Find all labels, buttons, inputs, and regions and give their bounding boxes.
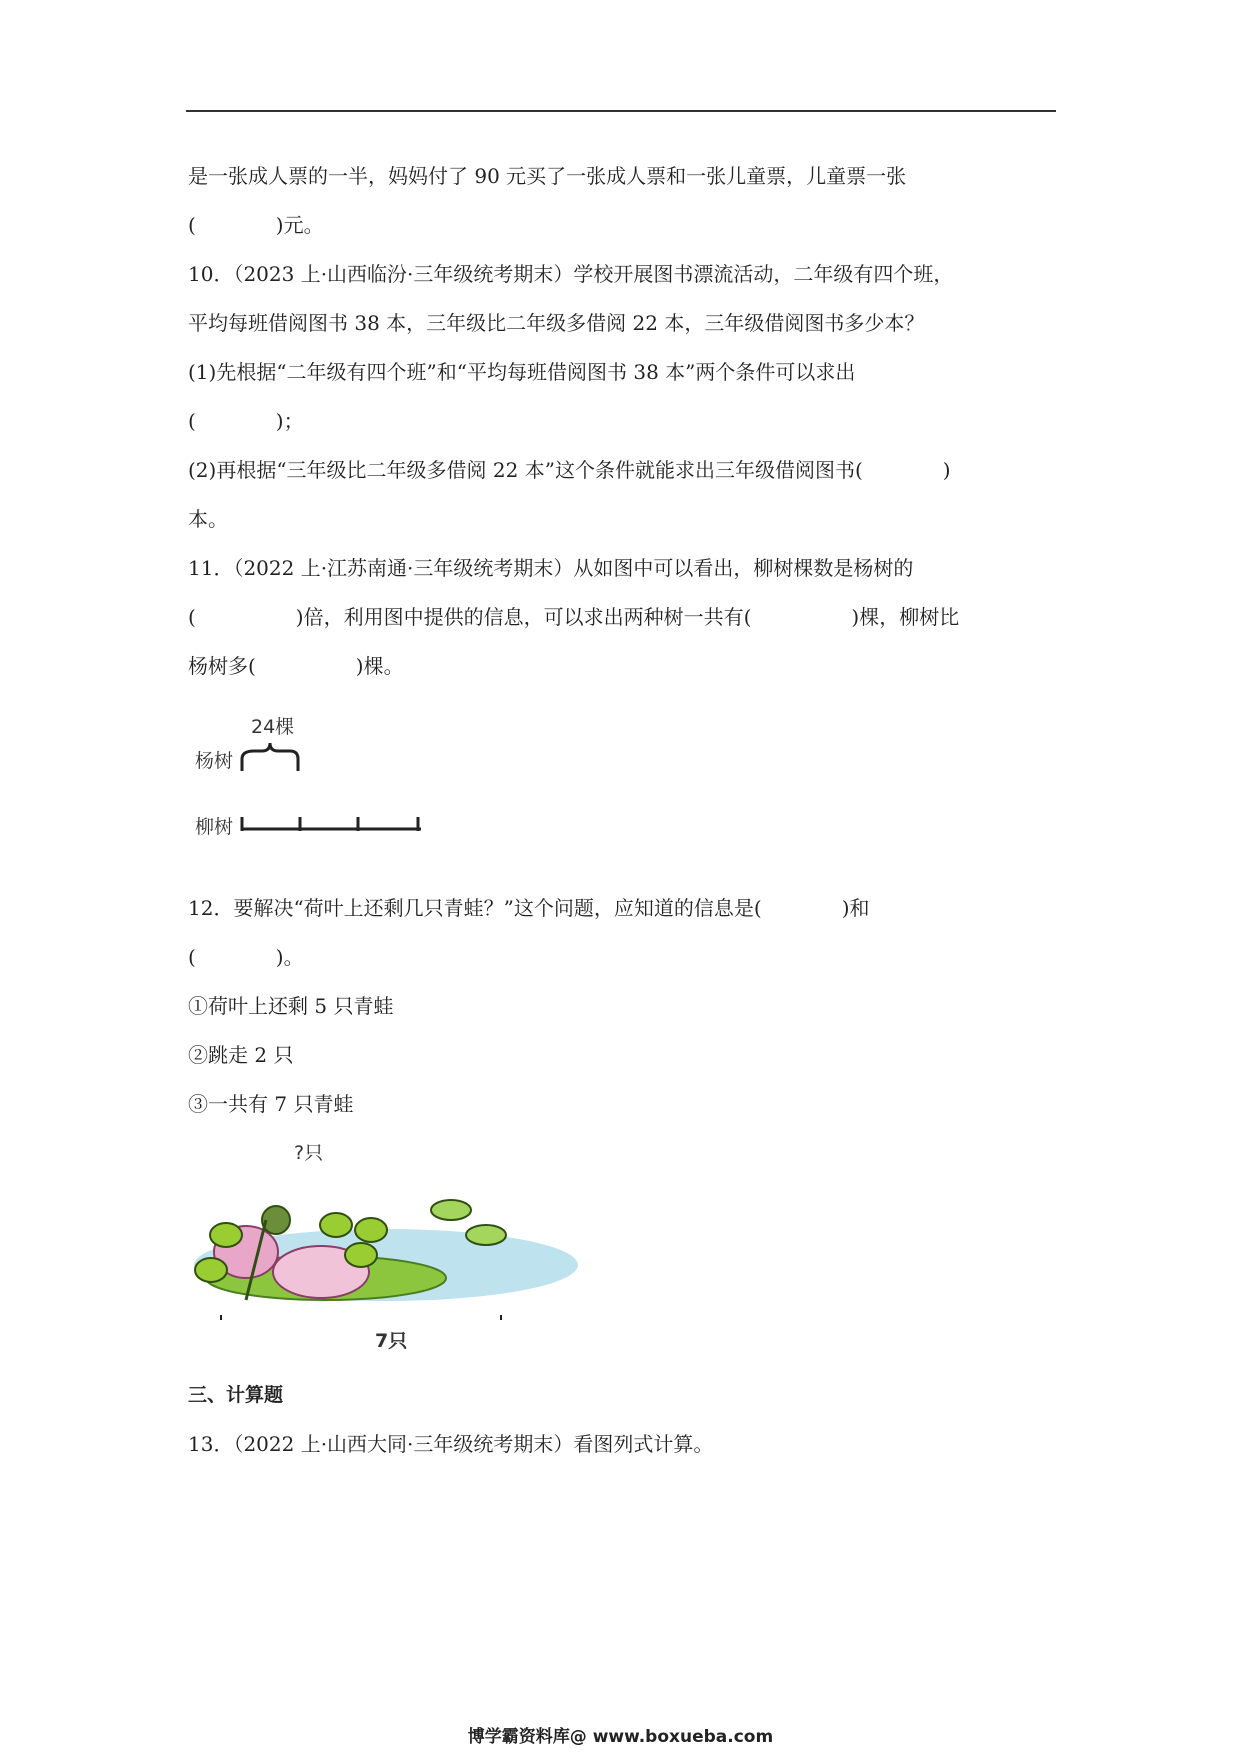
total-brace <box>221 1315 501 1320</box>
question-12: 12．要解决“荷叶上还剩几只青蛙？”这个问题，应知道的信息是( )和 <box>188 896 870 920</box>
question-11: 11．（2022 上·江苏南通·三年级统考期末）从如图中可以看出，柳树棵数是杨树的 <box>188 556 914 580</box>
segment-diagram <box>236 735 426 835</box>
frog <box>195 1258 227 1282</box>
frog <box>355 1218 387 1242</box>
text-line: 杨树多( )棵。 <box>188 654 404 678</box>
footer-watermark: 博学霸资料库@ www.boxueba.com <box>467 1727 774 1747</box>
text-line: 是一张成人票的一半，妈妈付了 90 元买了一张成人票和一张儿童票，儿童票一张 <box>188 164 907 188</box>
lotus-bud <box>262 1206 290 1234</box>
jumping-frog <box>431 1200 471 1220</box>
option-3: ③一共有 7 只青蛙 <box>188 1092 354 1116</box>
frog-illustration <box>186 1160 586 1320</box>
header-rule <box>186 110 1056 112</box>
frog <box>320 1213 352 1237</box>
text-line: ( )元。 <box>188 213 324 237</box>
frog-question-label: ?只 <box>294 1142 324 1164</box>
text-line: ( )； <box>188 409 304 433</box>
section-title: 三、计算题 <box>188 1384 284 1406</box>
diagram-label-yang: 杨树 <box>195 750 234 772</box>
jumping-frog <box>466 1225 506 1245</box>
text-line: 平均每班借阅图书 38 本，三年级比二年级多借阅 22 本，三年级借阅图书多少本？ <box>188 311 925 335</box>
diagram-label-24: 24棵 <box>251 716 295 738</box>
text-line: (1)先根据“二年级有四个班”和“平均每班借阅图书 38 本”两个条件可以求出 <box>188 360 856 384</box>
option-1: ①荷叶上还剩 5 只青蛙 <box>188 994 394 1018</box>
text-line: ( )倍，利用图中提供的信息，可以求出两种树一共有( )棵，柳树比 <box>188 605 960 629</box>
frog <box>345 1243 377 1267</box>
brace-24 <box>242 743 298 771</box>
question-10: 10．（2023 上·山西临汾·三年级统考期末）学校开展图书漂流活动，二年级有四个班， <box>188 262 954 286</box>
text-line: ( )。 <box>188 945 304 969</box>
frog-total-label: 7只 <box>375 1330 408 1352</box>
text-line: 本。 <box>188 507 228 531</box>
frog <box>210 1223 242 1247</box>
option-2: ②跳走 2 只 <box>188 1043 294 1067</box>
text-line: (2)再根据“三年级比二年级多借阅 22 本”这个条件就能求出三年级借阅图书( ) <box>188 458 951 482</box>
question-13: 13．（2022 上·山西大同·三年级统考期末）看图列式计算。 <box>188 1432 714 1456</box>
diagram-label-liu: 柳树 <box>195 816 234 838</box>
